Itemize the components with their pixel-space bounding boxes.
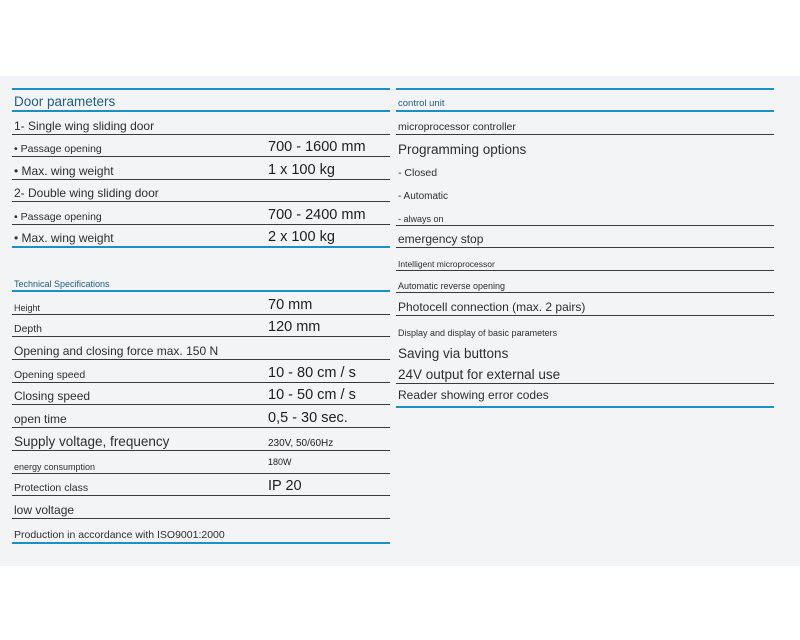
list-item [396, 384, 774, 408]
row-value: 70 mm [268, 297, 313, 313]
table-row [12, 337, 390, 360]
table-row [12, 315, 390, 337]
table-row [12, 496, 390, 519]
row-label: energy consumption [14, 462, 96, 472]
list-item [396, 203, 774, 226]
row-value: 230V, 50/60Hz [268, 438, 334, 449]
row-label: Production in accordance with ISO9001:2000 [14, 529, 225, 541]
row-label: Depth [14, 323, 43, 335]
list-item [396, 248, 774, 271]
list-item [396, 362, 774, 384]
table-row [12, 383, 390, 405]
table-row [12, 292, 390, 315]
row-label: Protection class [14, 482, 89, 494]
list-item [396, 180, 774, 203]
list-item [396, 135, 774, 158]
list-item-label: Reader showing error codes [398, 388, 549, 402]
left-spec-column [12, 88, 390, 544]
list-item [396, 293, 774, 316]
list-item [396, 271, 774, 293]
list-item [396, 226, 774, 248]
table-row [12, 360, 390, 383]
section-title: Technical Specifications [14, 279, 110, 289]
row-value: 2 x 100 kg [268, 229, 335, 245]
row-label: • Passage opening [14, 211, 102, 223]
table-row [12, 202, 390, 225]
row-label: open time [14, 412, 67, 426]
list-item-label: Photocell connection (max. 2 pairs) [398, 300, 586, 314]
row-label: Supply voltage, frequency [14, 434, 170, 449]
row-label: • Passage opening [14, 143, 102, 155]
row-value: 0,5 - 30 sec. [268, 410, 348, 426]
row-value: 1 x 100 kg [268, 162, 335, 178]
table-row [12, 135, 390, 157]
row-label: Opening and closing force max. 150 N [14, 344, 219, 358]
single-wing-title-row [12, 112, 390, 135]
list-item [396, 158, 774, 180]
row-label: Closing speed [14, 389, 91, 403]
table-row [12, 451, 390, 474]
row-value: 180W [268, 457, 292, 467]
double-wing-title-row [12, 180, 390, 202]
row-value: 700 - 2400 mm [268, 207, 366, 223]
row-label: Height [14, 303, 41, 313]
row-label: Opening speed [14, 369, 86, 381]
list-item-label: 24V output for external use [398, 367, 561, 382]
section-title: Door parameters [14, 94, 116, 109]
row-value: IP 20 [268, 478, 302, 494]
group-title: 2- Double wing sliding door [14, 186, 159, 200]
group-title: 1- Single wing sliding door [14, 119, 155, 133]
list-item-label: - Closed [398, 167, 438, 179]
table-row [12, 157, 390, 180]
control-unit-header [396, 88, 774, 112]
list-item [396, 112, 774, 135]
row-label: low voltage [14, 503, 75, 517]
door-parameters-header [12, 88, 390, 112]
control-unit-column [396, 88, 774, 408]
list-item-label: Saving via buttons [398, 346, 509, 361]
list-item-label: Programming options [398, 142, 527, 157]
list-item-label: Automatic reverse opening [398, 281, 506, 291]
table-row [12, 519, 390, 544]
row-label: • Max. wing weight [14, 231, 114, 245]
list-item-label: - Automatic [398, 191, 449, 202]
table-row [12, 428, 390, 451]
row-value: 120 mm [268, 319, 321, 335]
section-title: control unit [398, 98, 445, 109]
list-item [396, 316, 774, 339]
list-item-label: microprocessor controller [398, 121, 516, 133]
list-item-label: emergency stop [398, 232, 484, 246]
list-item-label: Intelligent microprocessor [398, 259, 495, 269]
table-row [12, 405, 390, 428]
table-row [12, 225, 390, 248]
technical-specifications-header [12, 270, 390, 292]
list-item [396, 339, 774, 362]
row-value: 10 - 80 cm / s [268, 365, 356, 381]
row-label: • Max. wing weight [14, 164, 114, 178]
list-item-label: Display and display of basic parameters [398, 328, 558, 338]
table-row [12, 474, 390, 496]
section-gap [12, 248, 390, 270]
row-value: 700 - 1600 mm [268, 139, 366, 155]
list-item-label: - always on [398, 214, 444, 224]
row-value: 10 - 50 cm / s [268, 387, 356, 403]
